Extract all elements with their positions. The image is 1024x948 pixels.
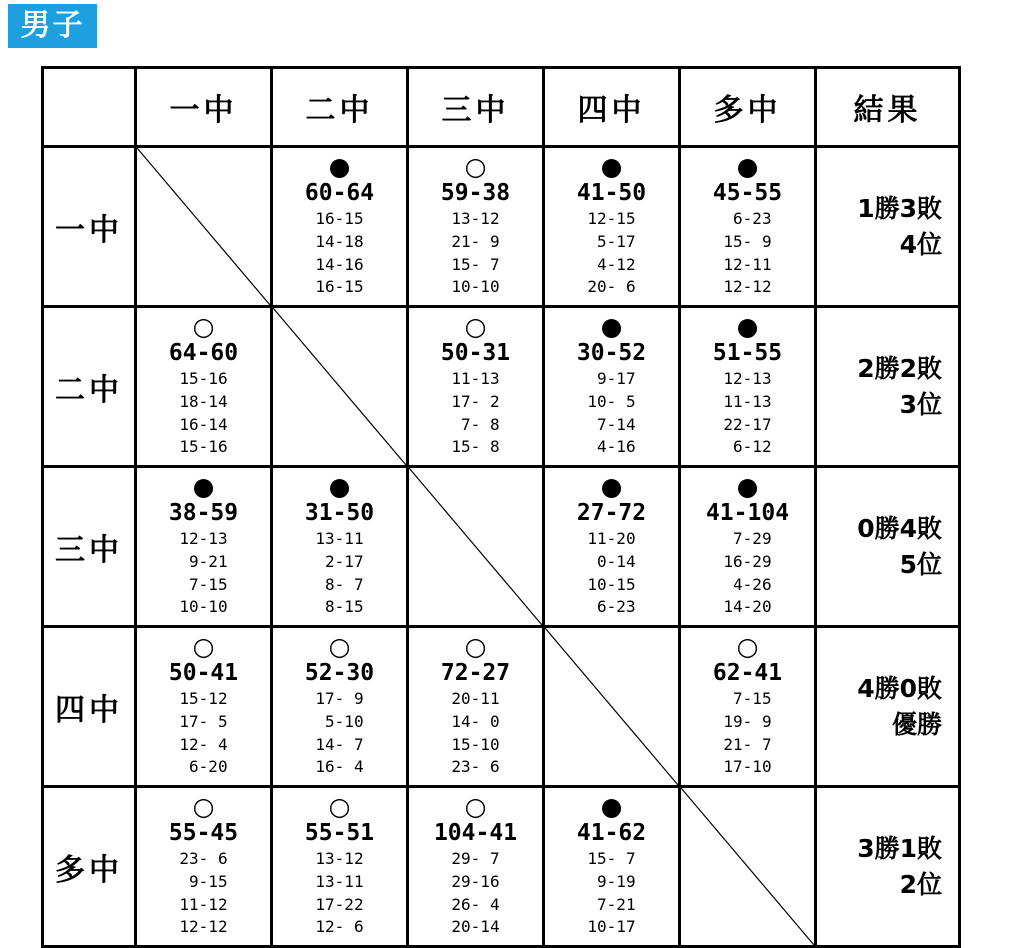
match-score: 51-55 xyxy=(712,340,783,366)
quarter-score: 18-14 xyxy=(179,391,228,411)
quarter-score: 7-21 xyxy=(587,894,636,914)
standing-place: 4位 xyxy=(899,229,942,259)
match-score: 60-64 xyxy=(304,180,375,206)
quarter-score: 17- 5 xyxy=(179,711,228,731)
result-mark: ● xyxy=(736,472,759,501)
quarter-score: 21- 7 xyxy=(723,734,772,754)
result-cell xyxy=(816,787,960,947)
match-score: 59-38 xyxy=(440,180,511,206)
result-mark: ○ xyxy=(464,792,487,821)
quarter-score: 20-14 xyxy=(451,917,500,937)
match-cell xyxy=(272,787,408,947)
match-score: 64-60 xyxy=(168,340,239,366)
quarter-score: 10-17 xyxy=(587,917,636,937)
quarter-score: 7- 8 xyxy=(451,414,500,434)
result-cell xyxy=(816,147,960,307)
quarter-score: 23- 6 xyxy=(179,849,228,868)
match-cell xyxy=(408,627,544,787)
quarter-score: 12-12 xyxy=(179,917,228,937)
match-cell xyxy=(136,787,272,947)
quarter-score: 17-10 xyxy=(723,757,772,777)
result-mark: ○ xyxy=(464,312,487,341)
quarter-score: 8-15 xyxy=(315,597,364,617)
result-cell xyxy=(816,467,960,627)
match-cell xyxy=(680,627,816,787)
quarter-score: 4-26 xyxy=(723,574,772,594)
column-header-yonchu: 四中 xyxy=(544,68,680,147)
result-mark: ○ xyxy=(464,152,487,181)
result-mark: ● xyxy=(600,152,623,181)
match-cell xyxy=(544,307,680,467)
quarter-score: 10-10 xyxy=(451,277,500,297)
quarter-score: 12-15 xyxy=(587,209,636,228)
quarter-score: 14- 0 xyxy=(451,711,500,731)
quarter-score: 16- 4 xyxy=(315,757,364,777)
quarter-score: 2-17 xyxy=(315,551,364,571)
result-mark: ● xyxy=(328,472,351,501)
quarter-score: 13-12 xyxy=(315,849,364,868)
result-mark: ○ xyxy=(736,632,759,661)
match-score: 30-52 xyxy=(576,340,647,366)
column-header-sanchu: 三中 xyxy=(408,68,544,147)
match-score: 52-30 xyxy=(304,660,375,686)
quarter-score: 9-17 xyxy=(587,369,636,388)
win-loss-record: 0勝4敗 xyxy=(857,513,942,543)
result-mark: ● xyxy=(600,792,623,821)
diagonal-cell xyxy=(272,307,408,467)
quarter-score: 10-15 xyxy=(587,574,636,594)
match-score: 55-51 xyxy=(304,820,375,846)
column-header-tachu: 多中 xyxy=(680,68,816,147)
win-loss-record: 1勝3敗 xyxy=(857,193,942,223)
result-mark: ● xyxy=(736,152,759,181)
match-cell xyxy=(272,467,408,627)
match-cell xyxy=(272,627,408,787)
standing-place: 2位 xyxy=(899,869,942,899)
quarter-score: 22-17 xyxy=(723,414,772,434)
result-mark: ○ xyxy=(464,632,487,661)
quarter-score: 12-13 xyxy=(179,529,228,548)
quarter-score: 9-15 xyxy=(179,871,228,891)
quarter-score: 21- 9 xyxy=(451,231,500,251)
quarter-score: 7-15 xyxy=(723,689,772,708)
quarter-score: 4-12 xyxy=(587,254,636,274)
team-row xyxy=(43,787,960,947)
match-cell xyxy=(408,147,544,307)
win-loss-record: 4勝0敗 xyxy=(857,673,942,703)
quarter-score: 15- 7 xyxy=(587,849,636,868)
quarter-score: 6-23 xyxy=(723,209,772,228)
column-header-result: 結果 xyxy=(816,68,960,147)
row-header: 一中 xyxy=(43,147,136,307)
result-mark: ○ xyxy=(192,632,215,661)
quarter-score: 15- 8 xyxy=(451,437,500,457)
diagonal-cell xyxy=(680,787,816,947)
standing-place: 3位 xyxy=(899,389,942,419)
standing-place: 優勝 xyxy=(891,709,942,739)
match-cell xyxy=(544,787,680,947)
quarter-score: 11-13 xyxy=(451,369,500,388)
row-header: 四中 xyxy=(43,627,136,787)
quarter-score: 16-15 xyxy=(315,277,364,297)
quarter-score: 7-14 xyxy=(587,414,636,434)
quarter-score: 12- 4 xyxy=(179,734,228,754)
row-header: 二中 xyxy=(43,307,136,467)
match-cell xyxy=(680,307,816,467)
quarter-score: 15- 7 xyxy=(451,254,500,274)
quarter-score: 29- 7 xyxy=(451,849,500,868)
quarter-score: 11-20 xyxy=(587,529,636,548)
match-cell xyxy=(272,147,408,307)
match-cell xyxy=(680,147,816,307)
result-mark: ● xyxy=(600,312,623,341)
diagonal-cell xyxy=(544,627,680,787)
row-header: 三中 xyxy=(43,467,136,627)
quarter-score: 17-22 xyxy=(315,894,364,914)
result-mark: ○ xyxy=(328,632,351,661)
match-cell xyxy=(136,627,272,787)
quarter-score: 12- 6 xyxy=(315,917,364,937)
quarter-score: 20- 6 xyxy=(587,277,636,297)
result-mark: ● xyxy=(192,472,215,501)
quarter-score: 14-20 xyxy=(723,597,772,617)
match-score: 50-41 xyxy=(168,660,239,686)
quarter-score: 9-19 xyxy=(587,871,636,891)
result-mark: ● xyxy=(736,312,759,341)
diagonal-line xyxy=(273,308,406,465)
diagonal-line xyxy=(409,468,542,625)
quarter-score: 15-16 xyxy=(179,369,228,388)
quarter-score: 11-12 xyxy=(179,894,228,914)
match-score: 104-41 xyxy=(433,820,518,846)
quarter-score: 8- 7 xyxy=(315,574,364,594)
team-row xyxy=(43,307,960,467)
quarter-score: 15- 9 xyxy=(723,231,772,251)
standing-place: 5位 xyxy=(899,549,942,579)
quarter-score: 26- 4 xyxy=(451,894,500,914)
diagonal-cell xyxy=(136,147,272,307)
result-cell xyxy=(816,307,960,467)
quarter-score: 15-12 xyxy=(179,689,228,708)
result-mark: ● xyxy=(600,472,623,501)
column-header-nichu: 二中 xyxy=(272,68,408,147)
quarter-score: 19- 9 xyxy=(723,711,772,731)
result-cell xyxy=(816,627,960,787)
diagonal-line xyxy=(545,628,678,785)
team-row xyxy=(43,147,960,307)
quarter-score: 13-11 xyxy=(315,871,364,891)
quarter-score: 13-11 xyxy=(315,529,364,548)
quarter-score: 12-13 xyxy=(723,369,772,388)
team-row xyxy=(43,467,960,627)
match-score: 45-55 xyxy=(712,180,783,206)
match-cell xyxy=(680,467,816,627)
result-mark: ○ xyxy=(192,792,215,821)
column-header-ichu: 一中 xyxy=(136,68,272,147)
quarter-score: 7-15 xyxy=(179,574,228,594)
diagonal-line xyxy=(137,148,270,305)
quarter-score: 16-14 xyxy=(179,414,228,434)
quarter-score: 6-23 xyxy=(587,597,636,617)
quarter-score: 17- 9 xyxy=(315,689,364,708)
match-score: 41-62 xyxy=(576,820,647,846)
category-tag: 男子 xyxy=(8,4,97,48)
result-mark: ● xyxy=(328,152,351,181)
diagonal-line xyxy=(681,788,814,945)
match-score: 38-59 xyxy=(168,500,239,526)
quarter-score: 16-15 xyxy=(315,209,364,228)
quarter-score: 12-12 xyxy=(723,277,772,297)
match-cell xyxy=(136,307,272,467)
row-header: 多中 xyxy=(43,787,136,947)
quarter-score: 10- 5 xyxy=(587,391,636,411)
match-score: 50-31 xyxy=(440,340,511,366)
quarter-score: 0-14 xyxy=(587,551,636,571)
team-row xyxy=(43,627,960,787)
quarter-score: 5-17 xyxy=(587,231,636,251)
match-cell xyxy=(544,467,680,627)
result-mark: ○ xyxy=(192,312,215,341)
result-mark: ○ xyxy=(328,792,351,821)
quarter-score: 6-20 xyxy=(179,757,228,777)
match-score: 41-50 xyxy=(576,180,647,206)
match-cell xyxy=(544,147,680,307)
match-score: 27-72 xyxy=(576,500,647,526)
match-score: 62-41 xyxy=(712,660,783,686)
quarter-score: 17- 2 xyxy=(451,391,500,411)
quarter-score: 20-11 xyxy=(451,689,500,708)
quarter-score: 15-16 xyxy=(179,437,228,457)
win-loss-record: 2勝2敗 xyxy=(857,353,942,383)
match-score: 72-27 xyxy=(440,660,511,686)
corner-cell xyxy=(43,68,136,147)
quarter-score: 9-21 xyxy=(179,551,228,571)
quarter-score: 14-18 xyxy=(315,231,364,251)
quarter-score: 12-11 xyxy=(723,254,772,274)
quarter-score: 7-29 xyxy=(723,529,772,548)
quarter-score: 6-12 xyxy=(723,437,772,457)
match-score: 31-50 xyxy=(304,500,375,526)
league-table xyxy=(41,66,961,948)
quarter-score: 14- 7 xyxy=(315,734,364,754)
quarter-score: 23- 6 xyxy=(451,757,500,777)
quarter-score: 10-10 xyxy=(179,597,228,617)
match-score: 41-104 xyxy=(705,500,790,526)
match-cell xyxy=(136,467,272,627)
match-score: 55-45 xyxy=(168,820,239,846)
quarter-score: 16-29 xyxy=(723,551,772,571)
quarter-score: 29-16 xyxy=(451,871,500,891)
diagonal-cell xyxy=(408,467,544,627)
quarter-score: 5-10 xyxy=(315,711,364,731)
quarter-score: 13-12 xyxy=(451,209,500,228)
quarter-score: 15-10 xyxy=(451,734,500,754)
quarter-score: 11-13 xyxy=(723,391,772,411)
win-loss-record: 3勝1敗 xyxy=(857,833,942,863)
quarter-score: 14-16 xyxy=(315,254,364,274)
header-row xyxy=(43,68,960,147)
quarter-score: 4-16 xyxy=(587,437,636,457)
match-cell xyxy=(408,307,544,467)
match-cell xyxy=(408,787,544,947)
